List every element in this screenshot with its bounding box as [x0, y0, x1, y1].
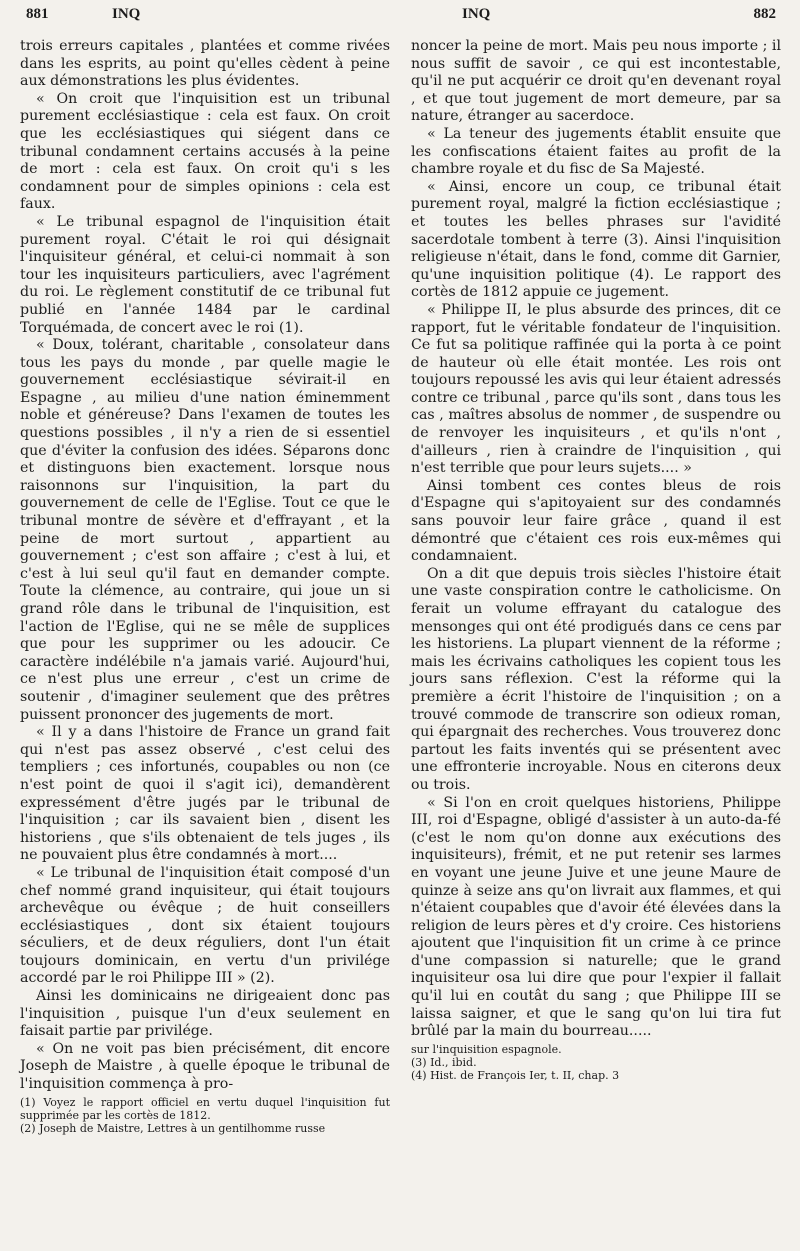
footnotes: [20, 1096, 390, 1135]
paragraph: « Philippe II, le plus absurde des princes, dit ce rapport, fut le véritable fondateur de l'inquisition. Ce fut sa politique raffinée qui la porta à ce point de hauteur où elle était montée. Les rois ont toujours repoussé les avis qui leur étaient adressés contre ce tribunal , parce qu'ils sont , dans tous les cas , maîtres absolus de nommer , de suspendre ou de renvoyer les inquisiteurs , et qu'ils n'ont , d'ailleurs , rien à craindre de l'inquisition , qui n'est terrible que pour leurs sujets.... »: [411, 301, 781, 477]
paragraph: On a dit que depuis trois siècles l'histoire était une vaste conspiration contre le catholicisme. On ferait un volume effrayant du catalogue des mensonges qui ont été prodigués dans ce cens par les historiens. La plupart viennent de la réforme ; mais les écrivains catholiques les copient tous les jours sans réflexion. C'est la réforme qui la première a écrit l'histoire de l'inquisition ; on a trouvé commode de transcrire son odieux roman, qui épargnait des recherches. Vous trouverez donc partout les faits inventés qui se présentent avec une effronterie incroyable. Nous en citerons deux ou trois.: [411, 565, 781, 793]
paragraph: Ainsi les dominicains ne dirigeaient donc pas l'inquisition , puisque l'un d'eux seulement en faisait partie par privilége.: [20, 988, 390, 1040]
paragraph: noncer la peine de mort. Mais peu nous importe ; il nous suffit de savoir , ce qui est incontestable, qu'il ne put acquérir ce droit qu'en devenant royal , et que tout jugement de mort demeure, par sa nature, étranger au sacerdoce.: [411, 38, 781, 125]
paragraph: « Le tribunal espagnol de l'inquisition était purement royal. C'était le roi qui désignait l'inquisiteur général, et celui-ci nommait à son tour les inquisiteurs particuliers, avec l'agrément du roi. Le règlement constitutif de ce tribunal fut publié en l'année 1484 par le cardinal Torquémada, de concert avec le roi (1).: [20, 213, 390, 336]
left-column: [20, 38, 390, 1135]
paragraph: « On ne voit pas bien précisément, dit encore Joseph de Maistre , à quelle époque le tribunal de l'inquisition commença à pro-: [20, 1040, 390, 1093]
footnote: (4) Hist. de François Ier, t. II, chap. 3: [411, 1068, 620, 1082]
paragraph: Ainsi tombent ces contes bleus de rois d'Espagne qui s'apitoyaient sur des condamnés sans pouvoir leur faire grâce , quand il est démontré que c'étaient ces rois eux-mêmes qui condamnaient.: [411, 477, 781, 565]
left-running-head: INQ: [112, 6, 141, 22]
paragraph: « On croit que l'inquisition est un tribunal purement ecclésiastique : cela est faux. On croit que les ecclésiastiques qui siégent dans ce tribunal condamnent certains accusés à la peine de mort : cela est faux. On croit qu'i s les condamnent pour de simples opinions : cela est faux.: [20, 90, 390, 213]
paragraph: trois erreurs capitales , plantées et comme rivées dans les esprits, au point qu'elles cèdent à peine aux démonstrations les plus évidentes.: [20, 38, 390, 90]
paragraph: « La teneur des jugements établit ensuite que les confiscations étaient faites au profit de la chambre royale et du fisc de Sa Majesté.: [411, 125, 781, 178]
page-header: [22, 6, 778, 28]
footnote: (2) Joseph de Maistre, Lettres à un gentilhomme russe: [20, 1121, 326, 1135]
right-running-head: INQ: [462, 6, 491, 22]
paragraph: « Doux, tolérant, charitable , consolateur dans tous les pays du monde , par quelle magie le gouvernement ecclésiastique sévirait-il en Espagne , au milieu d'une nation éminemment noble et généreuse? Dans l'examen de toutes les questions possibles , il n'y a rien de si essentiel que d'éviter la confusion des idées. Séparons donc et distinguons bien exactement. lorsque nous raisonnons sur l'inquisition, la part du gouvernement de celle de l'Eglise. Tout ce que le tribunal montre de sévère et d'effrayant , et la peine de mort surtout , appartient au gouvernement ; c'est son affaire ; c'est à lui, et c'est à lui seul qu'il faut en demander compte. Toute la clémence, au contraire, qui joue un si grand rôle dans le tribunal de l'inquisition, est l'action de l'Eglise, qui ne se mêle de supplices que pour les supprimer ou les adoucir. Ce caractère indélébile n'a jamais varié. Aujourd'hui, ce n'est plus une erreur , c'est un crime de soutenir , d'imaginer seulement que des prêtres puissent prononcer des jugements de mort.: [20, 337, 390, 723]
footnote: (3) Id., ibid.: [411, 1055, 477, 1069]
paragraph: « Ainsi, encore un coup, ce tribunal était purement royal, malgré la fiction ecclésiastique ; et toutes les belles phrases sur l'avidité sacerdotale tombent à terre (3). Ainsi l'inquisition religieuse n'était, dans le fond, comme dit Garnier, qu'une inquisition politique (4). Le rapport des cortès de 1812 appuie ce jugement.: [411, 178, 781, 301]
footnote: (1) Voyez le rapport officiel en vertu duquel l'inquisition fut supprimée par les cortès de 1812.: [20, 1095, 390, 1122]
paragraph: « Le tribunal de l'inquisition était composé d'un chef nommé grand inquisiteur, qui était toujours archevêque ou évêque ; de huit conseillers ecclésiastiques , dont six étaient toujours séculiers, et de deux réguliers, dont l'un était toujours dominicain, en vertu d'un privilége accordé par le roi Philippe III » (2).: [20, 864, 390, 987]
left-page-number: 881: [26, 6, 49, 22]
footnotes: [411, 1043, 781, 1082]
right-page-number: 882: [753, 6, 776, 22]
paragraph: « Si l'on en croit quelques historiens, Philippe III, roi d'Espagne, obligé d'assister à un auto-da-fé (c'est le nom qu'on donne aux exécutions des inquisiteurs), frémit, et ne put retenir ses larmes en voyant une jeune Juive et une jeune Maure de quinze à seize ans qu'on livrait aux flammes, et qui n'étaient coupables que d'avoir été élevées dans la religion de leurs pères et d'y croire. Ces historiens ajoutent que l'inquisition fit un crime à ce prince d'une compassion si naturelle; que le grand inquisiteur osa lui dire que pour l'expier il fallait qu'il lui en coutât du sang ; que Philippe III se laissa saigner, et que le sang qu'on lui tira fut brûlé par la main du bourreau.....: [411, 794, 781, 1040]
footnote: sur l'inquisition espagnole.: [411, 1042, 562, 1056]
paragraph: « Il y a dans l'histoire de France un grand fait qui n'est pas assez observé , c'est celui des templiers ; ces infortunés, coupables ou non (ce n'est point de quoi il s'agit ici), demandèrent expressément d'être jugés par le tribunal de l'inquisition ; car ils savaient bien , disent les historiens , que s'ils obtenaient de tels juges , ils ne pouvaient plus être condamnés à mort....: [20, 724, 390, 864]
right-column: [411, 38, 781, 1082]
